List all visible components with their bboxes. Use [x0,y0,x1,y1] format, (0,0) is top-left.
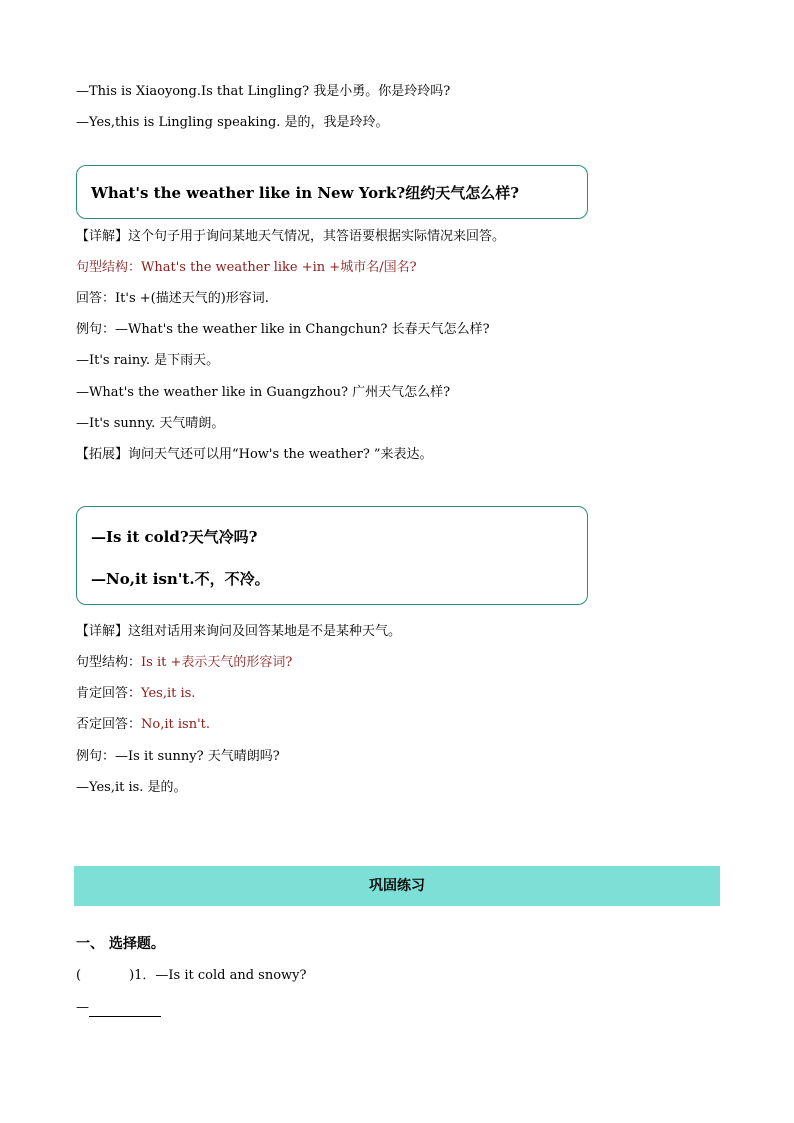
section1-extend: 【拓展】询问天气还可以用“How's the weather? ”来表达。 [76,447,433,462]
section2-pattern-label: 句型结构： [76,655,142,670]
section1-answer-label: 回答： [76,291,116,306]
key-sentence-box-1 [76,165,588,219]
section1-pattern [76,259,417,277]
section2-negative-value: No,it isn't. [141,717,210,732]
key-sentence-1: What's the weather like in New York?纽约天气怎么样? [91,184,519,202]
intro-line-2: —Yes,this is Lingling speaking. 是的，我是玲玲。 [76,115,389,130]
section2-positive-value: Yes,it is. [141,686,196,701]
practice-banner-title: 巩固练习 [369,878,425,894]
key-sentence-box-2 [76,506,588,605]
section2-positive [76,685,195,703]
section2-pattern-value: Is it +表示天气的形容词? [141,655,293,670]
intro-line-1: —This is Xiaoyong.Is that Lingling? 我是小勇。你是玲玲吗? [76,84,451,99]
section2-pattern [76,654,292,672]
section1-pattern-label: 句型结构： [76,260,142,275]
section2-negative [76,716,210,734]
section1-example-2-reply: —It's sunny. 天气晴朗。 [76,416,225,431]
key-sentence-2-answer: —No,it isn't.不，不冷。 [91,570,270,588]
question-1-open-paren: ( [76,968,82,983]
section2-positive-label: 肯定回答： [76,686,142,701]
practice-banner [74,866,720,906]
exercise-heading: 一、 选择题。 [76,936,165,952]
section1-detail: 【详解】这个句子用于询问某地天气情况，其答语要根据实际情况来回答。 [76,229,506,244]
section2-example: 例句：—Is it sunny? 天气晴朗吗? [76,749,280,764]
section1-example-1-reply: —It's rainy. 是下雨天。 [76,353,220,368]
key-sentence-2-question: —Is it cold?天气冷吗? [91,528,258,546]
question-1-answer-blank[interactable] [89,1002,161,1017]
section1-pattern-value: What's the weather like +in +城市名/国名? [141,260,417,275]
question-1-text: )1．—Is it cold and snowy? [129,968,307,983]
question-1-answer-prefix: — [76,1000,89,1015]
section1-example-1: 例句：—What's the weather like in Changchun? 长春天气怎么样? [76,322,490,337]
exercise-question-1-answer [76,999,161,1017]
section1-answer [76,290,269,308]
section1-example-2: —What's the weather like in Guangzhou? 广州天气怎么样? [76,385,451,400]
section2-detail: 【详解】这组对话用来询问及回答某地是不是某种天气。 [76,624,402,639]
section1-answer-value: It's +(描述天气的)形容词. [115,291,269,306]
section2-example-reply: —Yes,it is. 是的。 [76,780,187,795]
exercise-question-1 [76,967,306,985]
section2-negative-label: 否定回答： [76,717,142,732]
